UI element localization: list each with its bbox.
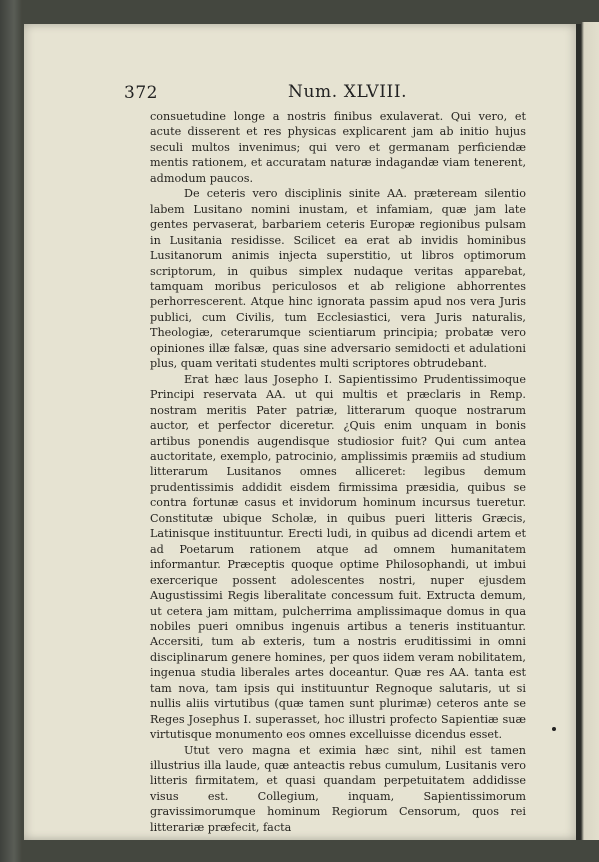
page-number: 372 — [124, 83, 158, 103]
paragraph: Utut vero magna et eximia hæc sint, nihil est tamen illustrius illa laude, quæ anteactis rebus cumulum, Lusitanis vero litteris firmitatem, et quasi quandam perpetuitatem addidisse visus est. Collegium, inquam, Sapientissimorum gravissimorumque hominum Regiorum Censorum, quos rei litterariæ præfecit, facta — [150, 743, 526, 834]
next-page-edge — [581, 22, 599, 840]
paragraph-continuation: consuetudine longe a nostris finibus exulaverat. Qui vero, et acute disserent et res physicas explicarent jam ab initio hujus seculi multos invenimus; qui vero et germanam perficiendæ mentis rationem, et accuratam naturæ indagandæ viam tenerent, admodum paucos. — [150, 110, 526, 185]
ink-speck — [552, 727, 556, 731]
running-head-title: Num. XLVIII. — [288, 82, 408, 102]
paragraph: Erat hæc laus Josepho I. Sapientissimo Prudentissimoque Principi reservata AA. ut qui multis et præclaris in Remp. nostram meritis Pater patriæ, litterarum quoque nostrarum auctor, et perfector diceretur. ¿Quis enim unquam in bonis artibus ponendis augendisque studiosior fuit? Qui cum antea auctoritate, exemplo, patrocinio, amplissimis præmiis ad studium litterarum Lusitanos omnes alliceret: legibus demum prudentissimis addidit eisdem firmissima præsidia, quibus se contra fortunæ casus et invidorum hominum incursus tueretur. Constitutæ ubique Scholæ, in quibus pueri litteris Græcis, Latinisque instituuntur. Erecti ludi, in quibus ad dicendi artem et ad Poetarum rationem atque ad omnem humanitatem informantur. Præceptis quoque optime Philosophandi, ut imbui exercerique possent adolescentes nostri, nuper ejusdem Augustissimi Regis liberalitate concessum fuit. Extructa demum, ut cetera jam mittam, pulcherrima amplissimaque domus in qua nobiles pueri omnibus ingenuis artibus a teneris instituantur. Accersiti, tum ab exteris, tum a nostris eruditissimi in omni disciplinarum genere homines, per quos iidem veram nobilitatem, ingenua studia liberales artes doceantur. Quæ res AA. tanta est tam nova, tam ipsis qui instituuntur Regnoque salutaris, ut si nullis aliis virtutibus (quæ tamen sunt plurimæ) ceteros ante se Reges Josephus I. superasset, hoc illustri profecto Sapientiæ suæ virtutisque monumento eos omnes excelluisse dicendus esset. — [150, 372, 526, 742]
page-body-text — [150, 109, 526, 835]
paragraph: De ceteris vero disciplinis sinite AA. præteream silentio labem Lusitano nomini inustam, et infamiam, quæ jam late gentes pervaserat, barbariem ceteris Europæ regionibus pulsam in Lusitania residisse. Scilicet ea erat ab invidis hominibus Lusitanorum animis injecta superstitio, ut libros optimorum scriptorum, in quibus simplex nudaque veritas apparebat, tamquam moribus periculosos et ab religione abhorrentes perhorrescerent. Atque hinc ignorata passim apud nos vera Juris publici, cum Civilis, tum Ecclesiastici, vera Juris naturalis, Theologiæ, ceterarumque scientiarum principia; probatæ vero opiniones illæ falsæ, quas sine adversario semidocti et adulationi plus, quam veritati studentes multi scriptores obtrudebant. — [150, 187, 526, 371]
